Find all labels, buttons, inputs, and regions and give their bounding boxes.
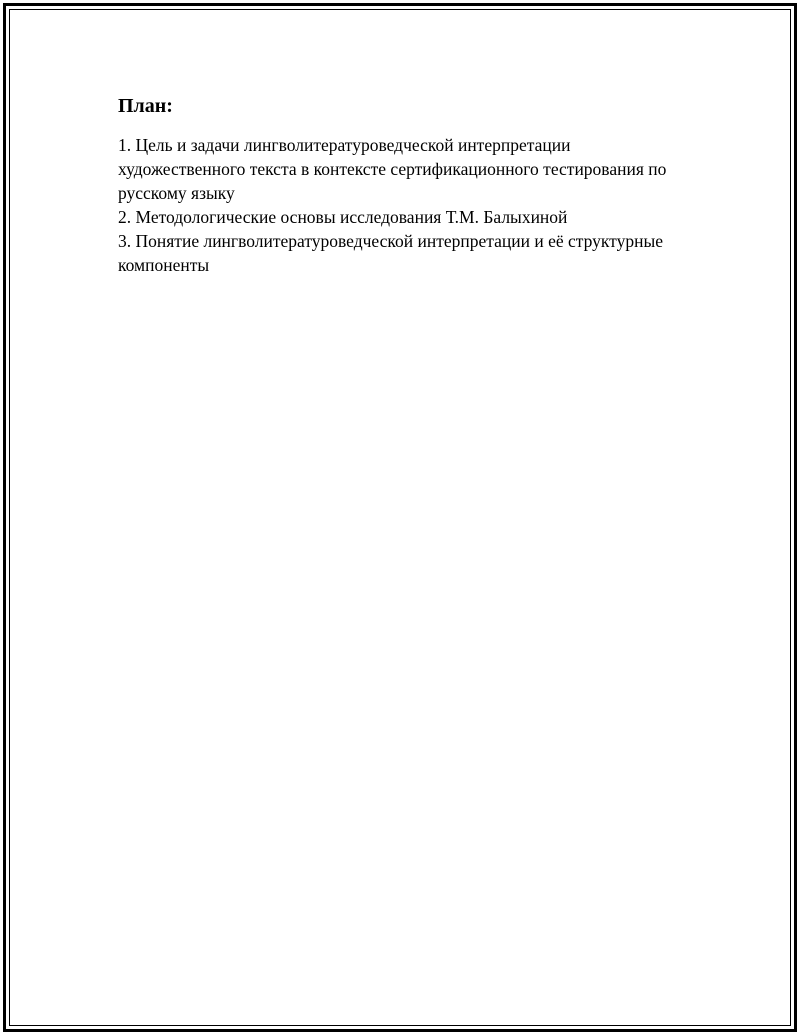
plan-item-3: 3. Понятие лингволитературоведческой интерпретации и её структурные компоненты bbox=[118, 231, 663, 275]
page-title: План: bbox=[118, 95, 173, 117]
plan-list bbox=[118, 133, 698, 277]
plan-item-2: 2. Методологические основы исследования Т.М. Балыхиной bbox=[118, 207, 568, 227]
plan-item-1: 1. Цель и задачи лингволитературоведческой интерпретации художественного текста в контексте сертификационного тестирования по русскому языку bbox=[118, 135, 667, 203]
document-content bbox=[118, 93, 698, 277]
